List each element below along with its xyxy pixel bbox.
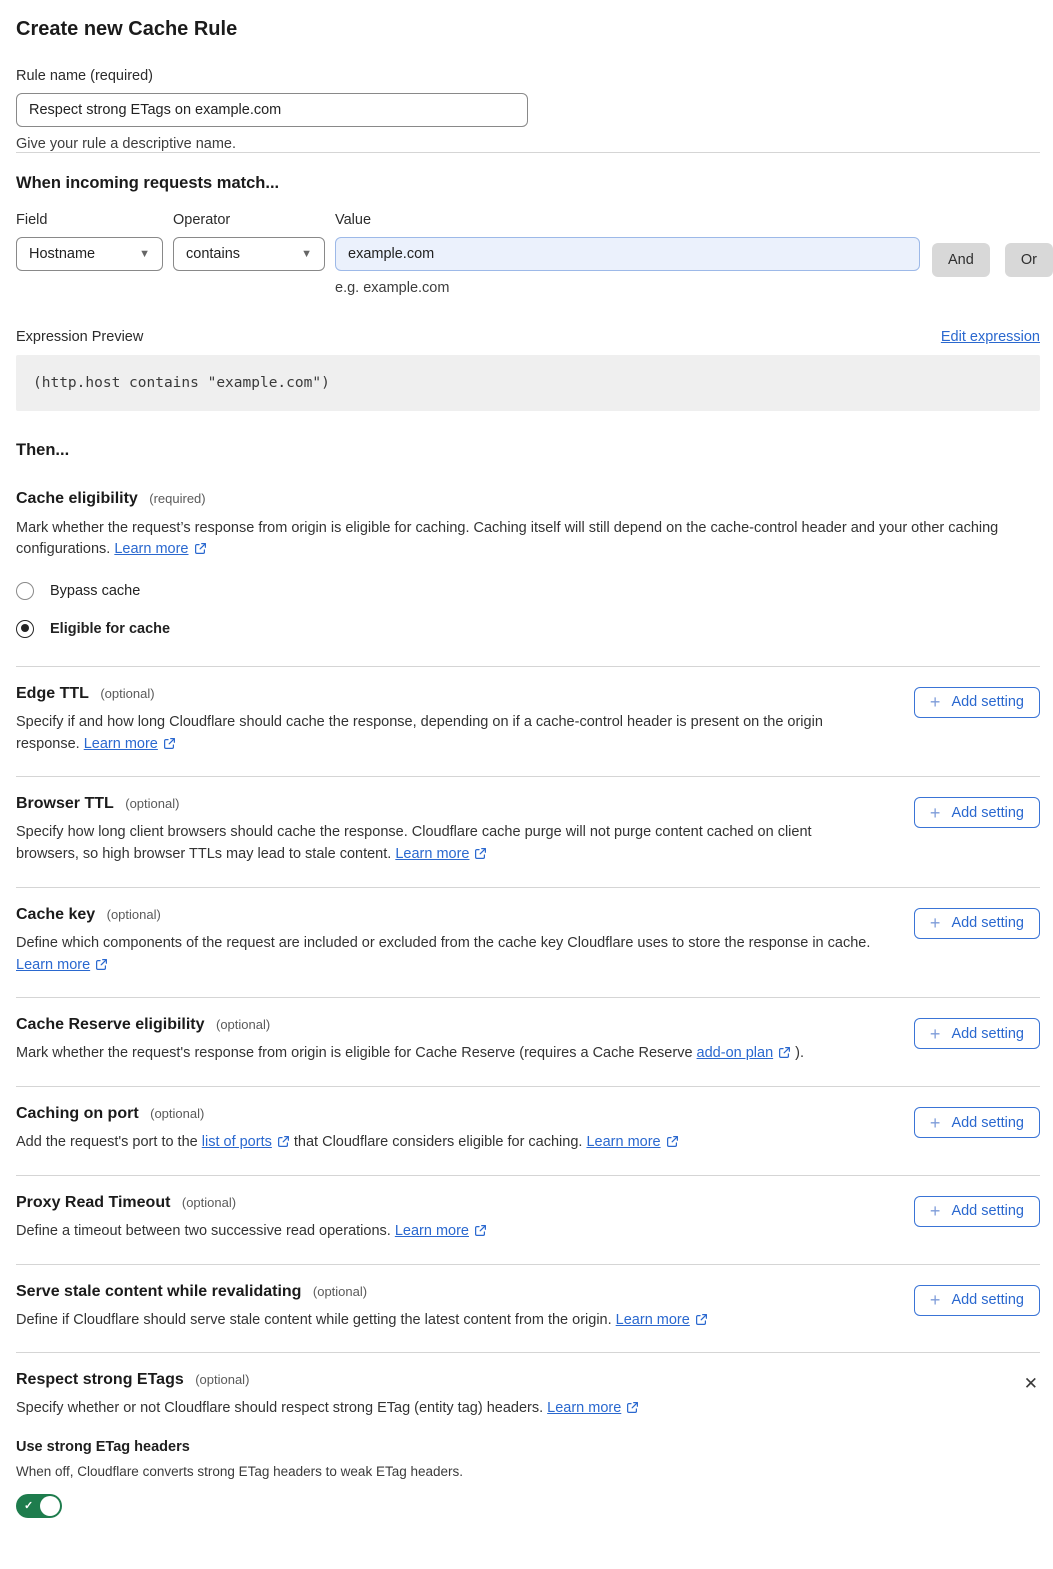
setting-title: Browser TTL [16,795,114,813]
divider [16,152,1040,153]
optional-tag: (optional) [125,796,180,812]
field-select[interactable] [16,237,163,271]
expression-preview-label: Expression Preview [16,329,144,345]
setting-description: Specify whether or not Cloudflare should respect strong ETag (entity tag) headers. Learn more [16,1398,878,1420]
expression-preview-row [16,329,1040,345]
cache-eligibility-header [16,490,1040,508]
external-link-icon [277,1135,290,1148]
optional-tag: (optional) [215,1017,271,1033]
plus-icon: + [929,692,941,713]
plus-icon: + [929,1112,941,1133]
setting-description: Specify if and how long Cloudflare should cache the response, depending on if a cache-control header is present on the origin response. Learn more [16,713,823,752]
chevron-down-icon: ▼ [139,247,150,260]
use-strong-etag-headers-title: Use strong ETag headers [16,1439,190,1456]
plus-icon: + [929,1201,941,1222]
setting-edge-ttl [16,667,1040,778]
optional-tag: (optional) [312,1283,368,1299]
setting-description: Define a timeout between two successive read operations. Learn more [16,1221,878,1243]
value-label: Value [335,212,372,228]
operator-column [173,212,325,271]
use-strong-etag-headers-description: When off, Cloudflare converts strong ETag headers to weak ETag headers. [16,1464,464,1480]
add-setting-button[interactable]: + Add setting [914,908,1040,939]
radio-icon [16,582,34,600]
setting-description: Specify how long client browsers should cache the response. Cloudflare cache purge will not purge content cached on client browsers, so high browser TTLs may lead to stale content. Learn more [16,824,812,863]
list-of-ports-link[interactable]: list of ports [202,1134,290,1150]
radio-icon-checked [16,620,34,638]
setting-proxy-read-timeout [16,1176,1040,1265]
external-link-icon [626,1401,639,1414]
then-heading: Then... [16,441,70,459]
value-column [335,212,920,296]
learn-more-link[interactable]: Learn more [395,1223,487,1239]
value-input[interactable] [335,237,920,271]
rule-name-input[interactable] [16,93,528,127]
external-link-icon [474,847,487,860]
optional-tag: (optional) [100,685,155,701]
learn-more-link[interactable]: Learn more [395,846,487,862]
operator-select[interactable] [173,237,325,271]
add-setting-button[interactable]: + Add setting [914,1107,1040,1138]
toggle-knob [40,1496,60,1516]
learn-more-link[interactable]: Learn more [84,736,176,752]
setting-description: Add the request's port to the list of ports that Cloudflare considers eligible for caching. Learn more [16,1132,878,1154]
setting-title: Caching on port [16,1105,139,1123]
optional-tag: (optional) [106,906,161,922]
field-column [16,212,163,271]
value-hint: e.g. example.com [335,280,450,296]
operator-label: Operator [173,212,231,228]
plus-icon: + [929,802,941,823]
external-link-icon [695,1313,708,1326]
add-setting-button[interactable]: + Add setting [914,1196,1040,1227]
optional-tag: (optional) [195,1372,250,1388]
optional-tag: (optional) [150,1106,205,1122]
external-link-icon [474,1224,487,1237]
setting-cache-reserve-eligibility [16,998,1040,1087]
plus-icon: + [929,1290,941,1311]
setting-title: Respect strong ETags [16,1371,184,1389]
match-builder-row [16,212,1040,296]
setting-description: Define if Cloudflare should serve stale content while getting the latest content from the origin. Learn more [16,1310,878,1332]
plus-icon: + [929,913,941,934]
chevron-down-icon: ▼ [301,247,312,260]
radio-label: Eligible for cache [50,620,171,637]
rule-name-helper: Give your rule a descriptive name. [16,136,237,152]
setting-description: Mark whether the request's response from origin is eligible for Cache Reserve (requires a Cache Reserve add-on plan ). [16,1045,805,1062]
match-heading: When incoming requests match... [16,174,280,192]
setting-title: Proxy Read Timeout [16,1193,171,1211]
rule-name-label: Rule name (required) [16,68,154,84]
close-icon[interactable]: ✕ [1023,1374,1038,1394]
learn-more-link[interactable]: Learn more [586,1134,678,1150]
setting-description: Define which components of the request are included or excluded from the cache key Cloudflare uses to store the response in cache. Learn more [16,934,871,973]
add-on-plan-link[interactable]: add-on plan [697,1045,792,1061]
field-label: Field [16,212,48,228]
required-tag: (required) [149,491,206,506]
learn-more-link[interactable]: Learn more [616,1312,708,1328]
setting-title: Serve stale content while revalidating [16,1282,302,1300]
cache-eligibility-description: Mark whether the request’s response from origin is eligible for caching. Caching itself will still depend on the cache-control header and your other caching configurations. Learn more [16,520,999,558]
setting-title: Cache Reserve eligibility [16,1016,205,1034]
strong-etag-toggle[interactable] [16,1494,62,1518]
add-setting-button[interactable]: + Add setting [914,1018,1040,1049]
add-setting-button[interactable]: + Add setting [914,687,1040,718]
external-link-icon [95,958,108,971]
optional-settings-list [16,666,1040,1539]
check-icon: ✓ [24,1499,34,1512]
edit-expression-link[interactable]: Edit expression [940,329,1040,345]
radio-bypass-cache[interactable] [16,582,1040,600]
setting-cache-key [16,888,1040,999]
field-select-value: Hostname [29,246,96,262]
external-link-icon [778,1046,791,1059]
learn-more-link[interactable]: Learn more [114,541,206,557]
operator-select-value: contains [186,246,241,262]
and-or-buttons [932,243,1053,277]
setting-respect-strong-etags [16,1353,1040,1539]
external-link-icon [666,1135,679,1148]
radio-eligible-for-cache[interactable] [16,620,1040,638]
add-setting-button[interactable]: + Add setting [914,797,1040,828]
radio-label: Bypass cache [50,582,141,599]
setting-serve-stale-content [16,1265,1040,1354]
page-title: Create new Cache Rule [16,18,238,40]
add-setting-button[interactable]: + Add setting [914,1285,1040,1316]
learn-more-link[interactable]: Learn more [16,957,108,973]
plus-icon: + [929,1023,941,1044]
or-button[interactable]: Or [1005,243,1053,277]
external-link-icon [163,737,176,750]
setting-caching-on-port [16,1087,1040,1176]
setting-title: Edge TTL [16,684,89,702]
learn-more-link[interactable]: Learn more [547,1400,639,1416]
setting-browser-ttl [16,777,1040,888]
and-button[interactable]: And [932,243,990,277]
setting-title: Cache key [16,905,96,923]
expression-preview-box: (http.host contains "example.com") [16,355,1040,411]
optional-tag: (optional) [181,1194,237,1210]
cache-eligibility-title: Cache eligibility [16,490,138,507]
external-link-icon [194,542,207,555]
